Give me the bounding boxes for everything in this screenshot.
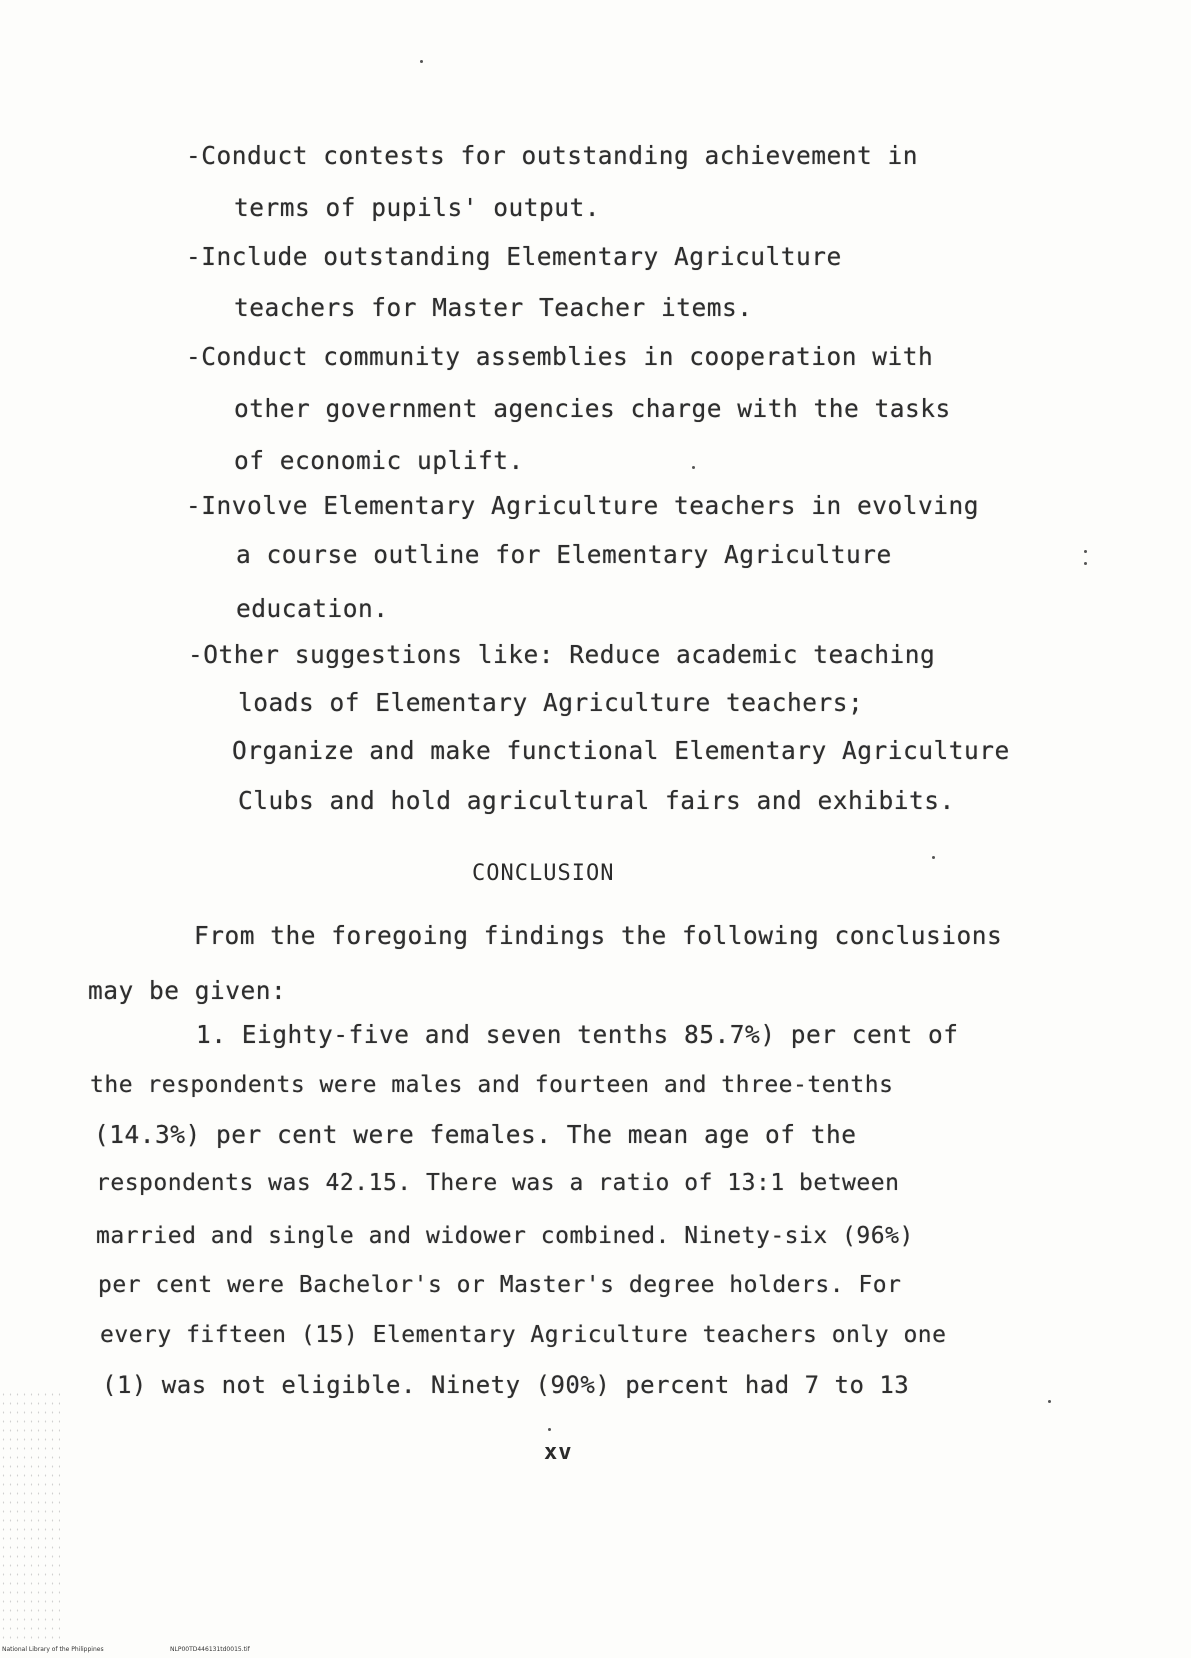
conclusion-line: (14.3%) per cent were females. The mean age of the — [94, 1120, 857, 1149]
recommendation-line: -Other suggestions like: Reduce academic teaching — [188, 640, 936, 669]
scan-speck — [1048, 1400, 1051, 1403]
recommendation-line: -Involve Elementary Agriculture teachers in evolving — [186, 491, 980, 520]
recommendation-line: other government agencies charge with the tasks — [234, 394, 951, 423]
recommendation-line: of economic uplift. — [234, 446, 524, 475]
page-number: xv — [544, 1440, 573, 1465]
conclusion-line: From the foregoing findings the following conclusions — [194, 921, 1003, 950]
recommendation-line: education. — [236, 594, 389, 623]
scan-speck — [548, 1428, 551, 1431]
conclusion-line: (1) was not eligible. Ninety (90%) percent had 7 to 13 — [102, 1371, 910, 1399]
conclusion-heading: CONCLUSION — [472, 861, 615, 886]
conclusion-line: may be given: — [88, 976, 287, 1005]
recommendation-line: -Conduct contests for outstanding achievement in — [186, 141, 919, 170]
scan-speck — [1084, 562, 1087, 565]
recommendation-line: -Conduct community assemblies in cooperation with — [186, 342, 934, 371]
footer-file-name: NLP00TD446131td0015.tif — [170, 1646, 250, 1653]
recommendation-line: Organize and make functional Elementary Agriculture — [232, 736, 1010, 765]
conclusion-line: every fifteen (15) Elementary Agriculture teachers only one — [100, 1322, 947, 1348]
recommendation-line: a course outline for Elementary Agriculture — [236, 540, 892, 569]
footer-library-name: National Library of the Philippines — [2, 1646, 104, 1653]
conclusion-line: respondents was 42.15. There was a ratio of 13:1 between — [96, 1170, 900, 1196]
scan-speck — [692, 466, 695, 469]
scan-speck — [932, 856, 935, 859]
recommendation-line: -Include outstanding Elementary Agriculture — [186, 242, 842, 271]
conclusion-line: the respondents were males and fourteen and three-tenths — [90, 1072, 894, 1098]
conclusion-line: per cent were Bachelor's or Master's degree holders. For — [98, 1272, 902, 1298]
recommendation-line: loads of Elementary Agriculture teachers; — [238, 688, 864, 717]
scan-noise — [0, 1390, 60, 1640]
conclusion-line: married and single and widower combined. Ninety-six (96%) — [96, 1223, 914, 1249]
recommendation-line: terms of pupils' output. — [234, 193, 601, 222]
recommendation-line: Clubs and hold agricultural fairs and exhibits. — [238, 786, 955, 815]
conclusion-line: 1. Eighty-five and seven tenths 85.7%) per cent of — [196, 1020, 959, 1049]
recommendation-line: teachers for Master Teacher items. — [234, 293, 753, 322]
scan-speck — [1084, 550, 1087, 553]
scan-speck — [420, 60, 423, 63]
